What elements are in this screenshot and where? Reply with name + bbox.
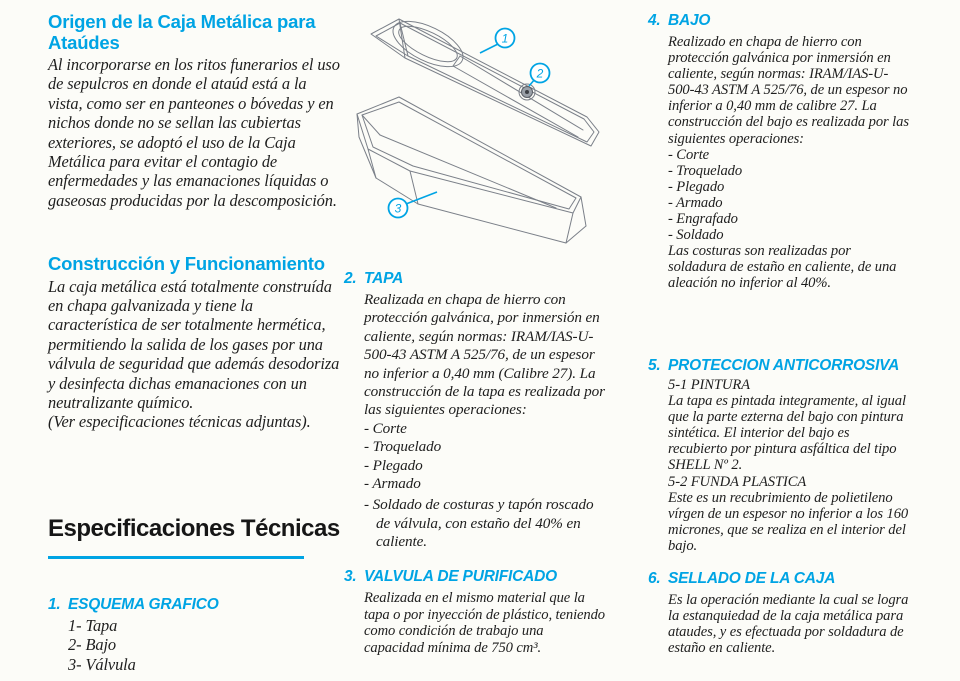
list-item: 3- Válvula [68, 654, 136, 674]
tapa-title: TAPA [364, 270, 404, 287]
proteccion-number: 5. [648, 357, 661, 374]
bajo-heading [648, 12, 942, 30]
bajo-number: 4. [648, 12, 661, 29]
list-item: 1- Tapa [68, 616, 118, 635]
construccion-title: Construcción y Funcionamiento [48, 253, 325, 274]
list-item: - Engrafado [668, 211, 738, 228]
proteccion-title: PROTECCION ANTICORROSIVA [668, 357, 900, 374]
list-item: - Plegado [364, 456, 423, 474]
section-construccion [48, 254, 344, 432]
origen-body: Al incorporarse en los ritos funerarios el uso de sepulcros en donde el ataúd está a la vista, como ser en panteones o bóvedas y en nichos donde no se sellan las cubiertas exteriores, se adoptó el uso de la Caja Metálica para evitar el contagio de enfermedades y las emanaciones líquidas o gaseosas producidas por la descomposición. [48, 55, 340, 210]
bajo-footer: Las costuras son realizadas por soldadura de estaño en caliente, de una aleación no inferior al 40%. [668, 243, 897, 292]
sellado-title: SELLADO DE LA CAJA [668, 570, 836, 587]
proteccion-heading [648, 357, 942, 375]
divider-rule [48, 556, 304, 559]
section-especificaciones [48, 515, 344, 674]
list-item: - Plegado [668, 178, 725, 195]
scheme-heading [48, 596, 344, 614]
pintura-subheading: 5-1 PINTURA [668, 377, 750, 393]
sellado-body: Es la operación mediante la cual se logra la estanquiedad de la caja metálica para ataudes, y es efectuada por soldadura de estaño en caliente. [668, 592, 909, 657]
pintura-body: La tapa es pintada integramente, al igual que la parte ezterna del bajo con pintura sintética. El interior del bajo es recubierto por pintura asfáltica del tipo SHELL Nº 2. [668, 393, 906, 474]
proteccion-content [648, 377, 910, 554]
section-sellado [648, 570, 942, 656]
callout-3 [389, 192, 438, 218]
list-item: 2- Bajo [68, 635, 117, 655]
tapa-list [344, 420, 606, 552]
scheme-title: ESQUEMA GRAFICO [68, 596, 219, 613]
body-drawing [357, 97, 586, 243]
list-item: - Armado [668, 194, 723, 211]
list-item: - Troquelado [364, 438, 442, 456]
sellado-heading [648, 570, 942, 588]
callout-2 [529, 64, 550, 87]
section-bajo [648, 12, 942, 292]
sellado-number: 6. [648, 570, 661, 587]
list-item: - Corte [668, 146, 710, 163]
construccion-body: La caja metálica está totalmente construída en chapa galvanizada y tiene la característica de ser totalmente hermética, permitiendo la salida de los gases por una válvula de seguridad que además desodoriza y desinfecta dichas emanaciones con un neutralizante químico. [48, 276, 340, 412]
funda-subheading: 5-2 FUNDA PLASTICA [668, 473, 807, 490]
scheme-list [48, 616, 344, 674]
scheme-number: 1. [48, 596, 61, 613]
bajo-title: BAJO [668, 12, 711, 29]
list-item: - Troquelado [668, 162, 743, 179]
list-item: - Corte [364, 419, 407, 437]
tapa-number: 2. [344, 270, 357, 287]
section-origen [48, 12, 344, 210]
section-proteccion [648, 357, 942, 554]
list-item: - Soldado de costuras y tapón roscado de válvula, con estaño del 40% en caliente. [364, 496, 594, 551]
spec-header: Especificaciones Técnicas [48, 515, 340, 542]
tapa-heading [344, 270, 638, 288]
valvula-heading [344, 568, 638, 586]
valvula-title: VALVULA DE PURIFICADO [364, 568, 558, 585]
list-item: - Soldado [668, 227, 724, 244]
lid-drawing [371, 12, 599, 146]
section-valvula [344, 568, 638, 656]
valvula-body: Realizada en el mismo material que la tapa o por inyección de plástico, teniendo como condición de trabajo una capacidad mínima de 750 cm³. [364, 590, 606, 656]
valvula-number: 3. [344, 568, 357, 585]
coffin-diagram [340, 6, 640, 258]
callout-1 [480, 29, 515, 54]
bajo-body: Realizado en chapa de hierro con protección galvánica por inmersión en caliente, según normas: IRAM/IAS-U-500-43 ASTM A 525/76, de un espesor no inferior a 0,40 mm de calibre 27. La construcción del bajo es realizada por las siguientes operaciones: [668, 34, 909, 147]
callout-2-number: 2 [536, 66, 544, 81]
funda-body: Este es un recubrimiento de polietileno vírgen de un espesor no inferior a los 160 micrones, que se realiza en el interior del bajo. [668, 489, 909, 554]
callout-3-number: 3 [394, 201, 402, 216]
bajo-list [648, 147, 910, 244]
tapa-body: Realizada en chapa de hierro con protección galvánica, por inmersión en caliente, según normas: IRAM/IAS-U-500-43 ASTM A 525/76, de un espesor no inferior a 0,40 mm (Calibre 27). La construcción de la tapa es realizada por las siguientes operaciones: [364, 291, 605, 419]
valve-icon [519, 84, 535, 100]
construccion-note: (Ver especificaciones técnicas adjuntas). [48, 412, 311, 432]
list-item: - Armado [364, 475, 421, 493]
origen-title: Origen de la Caja Metálica para Ataúdes [48, 11, 316, 53]
coffin-diagram-svg [340, 6, 640, 258]
callout-1-number: 1 [501, 31, 509, 46]
section-tapa [344, 270, 638, 552]
